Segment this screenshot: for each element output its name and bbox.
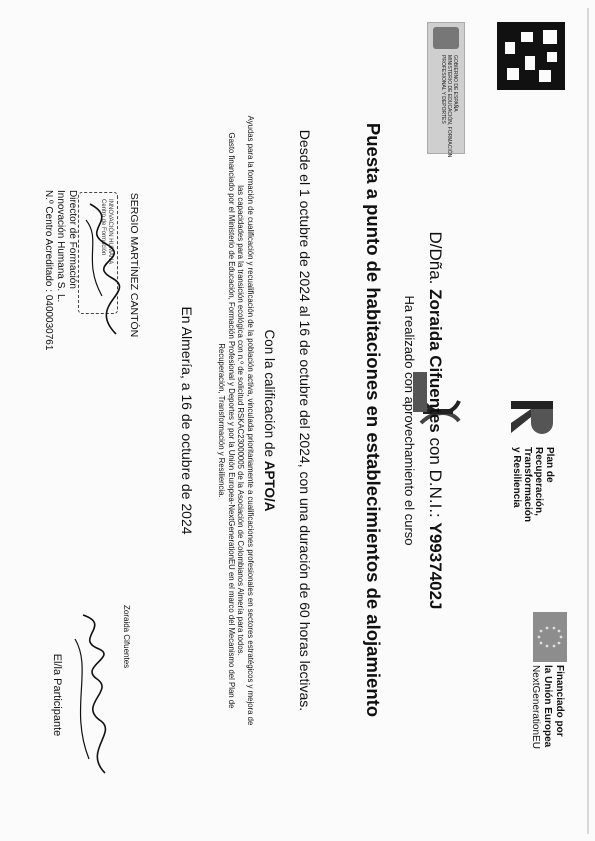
place-date: En Almería, a 16 de octubre de 2024 [179, 306, 195, 535]
calification [262, 0, 277, 841]
funding-line4: Recuperación, Transformación y Resiliencia. [217, 343, 227, 498]
prtr-mark-icon [507, 395, 557, 441]
eu-flag-icon [533, 612, 567, 662]
recipient-id: Y9937402J [426, 522, 445, 610]
eu-line3: NextGenerationEU [530, 665, 541, 749]
course-dates: Desde el 1 octubre de 2024 al 16 de octubre del 2024, con una duración de 60 horas lectivas. [297, 129, 313, 712]
director-role2: Innovación Humana S. L. [55, 190, 66, 303]
gov-line1: GOBIERNO DE ESPAÑA [452, 55, 458, 112]
calification-prefix: Con la calificación de [262, 329, 277, 458]
funding-line3: Gasto financiado por el Ministerio de Educación, Formación Profesional y Deportes y por la Unión Europea-NextGenerationEU en el marco del Mecanismo del Plan de [227, 132, 236, 709]
recipient-name: Zoraida Cifuentes [426, 289, 445, 433]
participant-label: El/la Participante [51, 653, 63, 737]
recipient-line [425, 0, 445, 841]
prtr-line2: Transformación [522, 447, 533, 523]
prtr-line1: Plan de Recuperación, [533, 447, 555, 516]
recipient-prefix: D/Dña. [426, 231, 445, 285]
director-role1: Director de Formación [67, 190, 78, 289]
funding-line2: las capacidades para la transición ecológica con n.º de solicitud RSKAC23000005 de la Asociación de Colombianos Almería para todos. [236, 185, 246, 656]
stamp-line1: INNOVACIÓN HUMANA [107, 199, 113, 265]
participant-signature-block [25, 595, 135, 795]
gov-line2: MINISTERIO DE EDUCACIÓN, FORMACIÓN PROFESIONAL Y DEPORTES [440, 55, 452, 158]
eu-line1: Financiado por [554, 665, 565, 737]
prtr-logo [503, 395, 563, 525]
prtr-line3: y Resiliencia [511, 447, 522, 508]
participant-signature-scribble [63, 609, 123, 779]
stamp-line2: Centro de Formación [100, 199, 106, 256]
course-title: Puesta a punto de habitaciones en establecimientos de alojamiento [363, 122, 384, 718]
director-signature-block [30, 160, 140, 370]
funding-line1: Ayudas para la formación de cualificación y recualificación de la población activa, vinculada prioritariamente a cualificaciones profesionales en sectores estratégicos y mejora de [246, 115, 255, 726]
course-intro: Ha realizado con aprovechamiento el curso [402, 295, 417, 546]
director-signature-scribble [78, 200, 126, 340]
calification-value: APTO/A [262, 460, 277, 512]
recipient-mid: con D.N.I.: [426, 437, 445, 518]
center-code: N.º Centro Acreditado : 0400030761 [43, 190, 54, 351]
director-name: SERGIO MARTÍNEZ CANTÓN [128, 192, 140, 338]
funding-notice [217, 20, 255, 821]
participant-small-name: Zoraida Cifuentes [122, 605, 131, 669]
eu-line2: la Unión Europea [542, 665, 553, 748]
innovacion-humana-logo [497, 22, 565, 90]
